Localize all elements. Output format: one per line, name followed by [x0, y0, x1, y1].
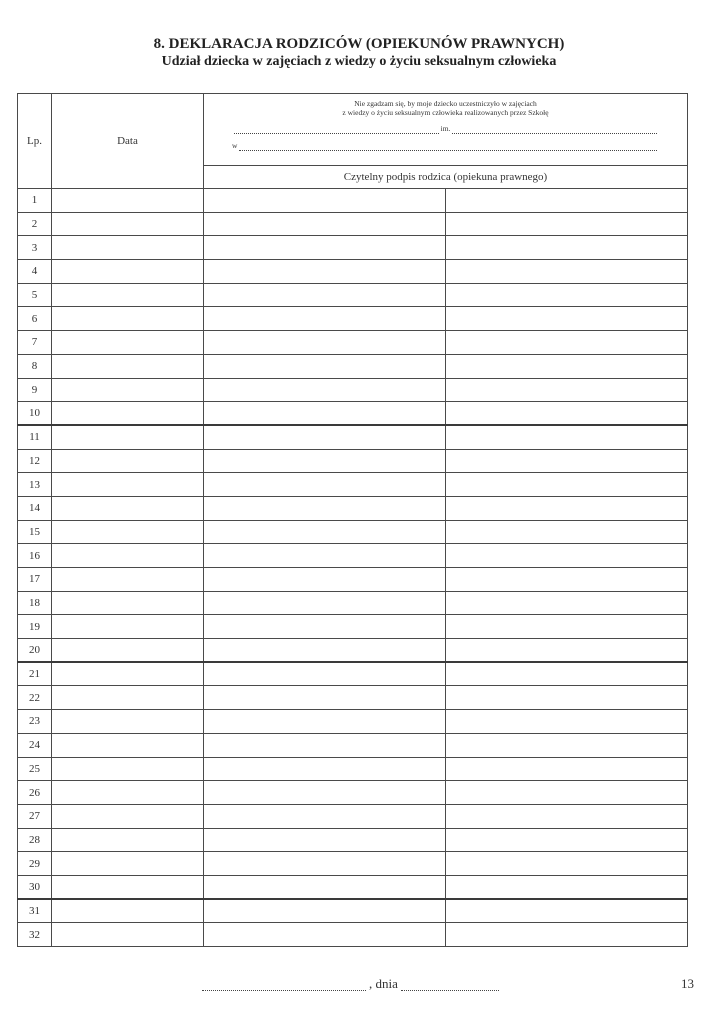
signature-cell-1[interactable] [204, 686, 446, 710]
table-row [18, 473, 688, 497]
signature-cell-2[interactable] [446, 520, 688, 544]
row-number: 26 [18, 781, 52, 805]
school-location-field[interactable] [239, 142, 657, 151]
date-cell[interactable] [52, 402, 204, 426]
date-cell[interactable] [52, 473, 204, 497]
consent-text-line1: Nie zgadzam się, by moje dziecko uczestniczyło w zajęciach [354, 99, 537, 108]
date-cell[interactable] [52, 189, 204, 213]
consent-statement [204, 94, 688, 166]
date-cell[interactable] [52, 615, 204, 639]
signature-cell-1[interactable] [204, 402, 446, 426]
table-row [18, 544, 688, 568]
row-number: 32 [18, 923, 52, 947]
date-cell[interactable] [52, 710, 204, 734]
school-name-field[interactable] [452, 125, 657, 134]
signature-cell-2[interactable] [446, 283, 688, 307]
table-row [18, 236, 688, 260]
date-cell[interactable] [52, 568, 204, 592]
row-number: 9 [18, 378, 52, 402]
signature-cell-2[interactable] [446, 710, 688, 734]
table-row [18, 591, 688, 615]
row-number: 22 [18, 686, 52, 710]
date-cell[interactable] [52, 212, 204, 236]
signature-cell-2[interactable] [446, 733, 688, 757]
date-cell[interactable] [52, 307, 204, 331]
table-row [18, 804, 688, 828]
table-row [18, 568, 688, 592]
signature-cell-1[interactable] [204, 662, 446, 686]
signature-cell-2[interactable] [446, 402, 688, 426]
signature-cell-1[interactable] [204, 283, 446, 307]
date-cell[interactable] [52, 354, 204, 378]
signature-cell-1[interactable] [204, 544, 446, 568]
signature-cell-1[interactable] [204, 236, 446, 260]
signature-cell-1[interactable] [204, 804, 446, 828]
row-number: 23 [18, 710, 52, 734]
signature-cell-1[interactable] [204, 425, 446, 449]
row-number: 7 [18, 331, 52, 355]
w-label: w [232, 141, 238, 150]
signature-cell-2[interactable] [446, 354, 688, 378]
signature-cell-1[interactable] [204, 852, 446, 876]
table-row [18, 354, 688, 378]
date-cell[interactable] [52, 425, 204, 449]
signature-cell-1[interactable] [204, 568, 446, 592]
signature-cell-1[interactable] [204, 781, 446, 805]
date-cell[interactable] [52, 686, 204, 710]
row-number: 27 [18, 804, 52, 828]
signature-cell-2[interactable] [446, 639, 688, 663]
signature-cell-1[interactable] [204, 189, 446, 213]
row-number: 15 [18, 520, 52, 544]
row-number: 25 [18, 757, 52, 781]
table-row [18, 923, 688, 947]
signature-cell-2[interactable] [446, 307, 688, 331]
signature-cell-2[interactable] [446, 189, 688, 213]
school-location-line [232, 140, 659, 151]
row-number: 1 [18, 189, 52, 213]
signature-cell-2[interactable] [446, 615, 688, 639]
row-number: 31 [18, 899, 52, 923]
table-row [18, 307, 688, 331]
table-row [18, 733, 688, 757]
signature-cell-1[interactable] [204, 473, 446, 497]
table-row [18, 260, 688, 284]
row-number: 19 [18, 615, 52, 639]
row-number: 14 [18, 496, 52, 520]
date-cell[interactable] [52, 449, 204, 473]
table-row [18, 496, 688, 520]
date-cell[interactable] [52, 757, 204, 781]
date-cell[interactable] [52, 828, 204, 852]
row-number: 10 [18, 402, 52, 426]
signature-cell-2[interactable] [446, 212, 688, 236]
row-number: 18 [18, 591, 52, 615]
table-row [18, 331, 688, 355]
table-row [18, 449, 688, 473]
consent-text-line2: z wiedzy o życiu seksualnym człowieka realizowanych przez Szkołę [342, 108, 549, 117]
header-row [18, 94, 688, 166]
signature-cell-1[interactable] [204, 331, 446, 355]
row-number: 13 [18, 473, 52, 497]
signature-cell-2[interactable] [446, 781, 688, 805]
row-number: 17 [18, 568, 52, 592]
im-label: im. [440, 124, 451, 133]
signature-cell-2[interactable] [446, 852, 688, 876]
signature-cell-1[interactable] [204, 260, 446, 284]
signature-cell-1[interactable] [204, 449, 446, 473]
date-field[interactable] [401, 979, 499, 991]
table-row [18, 899, 688, 923]
signature-cell-1[interactable] [204, 354, 446, 378]
place-field[interactable] [202, 979, 366, 991]
footer-date-line [202, 977, 512, 991]
date-cell[interactable] [52, 378, 204, 402]
date-cell[interactable] [52, 236, 204, 260]
child-name-line [232, 123, 659, 134]
dnia-label: , dnia [369, 976, 398, 991]
signature-cell-1[interactable] [204, 639, 446, 663]
signature-cell-2[interactable] [446, 425, 688, 449]
form-subtitle: Udział dziecka w zajęciach z wiedzy o życiu seksualnym człowieka [161, 54, 557, 69]
date-cell[interactable] [52, 733, 204, 757]
row-number: 29 [18, 852, 52, 876]
signature-cell-2[interactable] [446, 828, 688, 852]
signature-cell-2[interactable] [446, 236, 688, 260]
table-row [18, 283, 688, 307]
date-cell[interactable] [52, 899, 204, 923]
date-cell[interactable] [52, 875, 204, 899]
row-number: 24 [18, 733, 52, 757]
signature-cell-2[interactable] [446, 568, 688, 592]
signature-cell-2[interactable] [446, 378, 688, 402]
table-row [18, 875, 688, 899]
row-number: 8 [18, 354, 52, 378]
row-number: 3 [18, 236, 52, 260]
row-number: 28 [18, 828, 52, 852]
table-row [18, 615, 688, 639]
date-cell[interactable] [52, 781, 204, 805]
row-number: 12 [18, 449, 52, 473]
date-cell[interactable] [52, 496, 204, 520]
date-cell[interactable] [52, 639, 204, 663]
signature-cell-1[interactable] [204, 496, 446, 520]
table-row [18, 425, 688, 449]
signature-cell-2[interactable] [446, 899, 688, 923]
row-number: 16 [18, 544, 52, 568]
signature-cell-2[interactable] [446, 804, 688, 828]
row-number: 21 [18, 662, 52, 686]
signature-cell-2[interactable] [446, 260, 688, 284]
row-number: 5 [18, 283, 52, 307]
table-row [18, 757, 688, 781]
table-row [18, 781, 688, 805]
row-number: 30 [18, 875, 52, 899]
signature-cell-1[interactable] [204, 733, 446, 757]
signature-cell-1[interactable] [204, 923, 446, 947]
table-row [18, 828, 688, 852]
signature-cell-1[interactable] [204, 875, 446, 899]
signature-header: Czytelny podpis rodzica (opiekuna prawnego) [204, 166, 688, 189]
date-cell[interactable] [52, 852, 204, 876]
date-cell[interactable] [52, 331, 204, 355]
table-row [18, 212, 688, 236]
signature-cell-2[interactable] [446, 449, 688, 473]
row-number: 2 [18, 212, 52, 236]
signature-cell-2[interactable] [446, 923, 688, 947]
signature-cell-1[interactable] [204, 591, 446, 615]
header-data: Data [52, 94, 204, 189]
signature-cell-1[interactable] [204, 899, 446, 923]
child-name-field[interactable] [234, 125, 439, 134]
table-row [18, 378, 688, 402]
signature-cell-2[interactable] [446, 686, 688, 710]
header-lp: Lp. [18, 94, 52, 189]
signature-cell-2[interactable] [446, 875, 688, 899]
signature-cell-1[interactable] [204, 212, 446, 236]
table-row [18, 662, 688, 686]
date-cell[interactable] [52, 260, 204, 284]
signature-cell-1[interactable] [204, 520, 446, 544]
signature-cell-2[interactable] [446, 473, 688, 497]
signature-cell-1[interactable] [204, 828, 446, 852]
date-cell[interactable] [52, 804, 204, 828]
date-cell[interactable] [52, 591, 204, 615]
date-cell[interactable] [52, 283, 204, 307]
row-number: 6 [18, 307, 52, 331]
table-row [18, 710, 688, 734]
date-cell[interactable] [52, 544, 204, 568]
table-row [18, 402, 688, 426]
page-number: 13 [681, 976, 694, 991]
declaration-table [17, 93, 688, 947]
signature-cell-2[interactable] [446, 757, 688, 781]
table-row [18, 852, 688, 876]
date-cell[interactable] [52, 923, 204, 947]
signature-cell-2[interactable] [446, 331, 688, 355]
signature-cell-1[interactable] [204, 710, 446, 734]
form-title: 8. DEKLARACJA RODZICÓW (OPIEKUNÓW PRAWNYCH) [153, 36, 565, 52]
table-row [18, 189, 688, 213]
date-cell[interactable] [52, 520, 204, 544]
signature-cell-2[interactable] [446, 496, 688, 520]
date-cell[interactable] [52, 662, 204, 686]
row-number: 4 [18, 260, 52, 284]
signature-cell-1[interactable] [204, 615, 446, 639]
table-row [18, 639, 688, 663]
row-number: 11 [18, 425, 52, 449]
row-number: 20 [18, 639, 52, 663]
signature-cell-2[interactable] [446, 662, 688, 686]
signature-cell-2[interactable] [446, 544, 688, 568]
signature-cell-1[interactable] [204, 757, 446, 781]
table-row [18, 520, 688, 544]
table-row [18, 686, 688, 710]
signature-cell-2[interactable] [446, 591, 688, 615]
signature-cell-1[interactable] [204, 307, 446, 331]
signature-cell-1[interactable] [204, 378, 446, 402]
